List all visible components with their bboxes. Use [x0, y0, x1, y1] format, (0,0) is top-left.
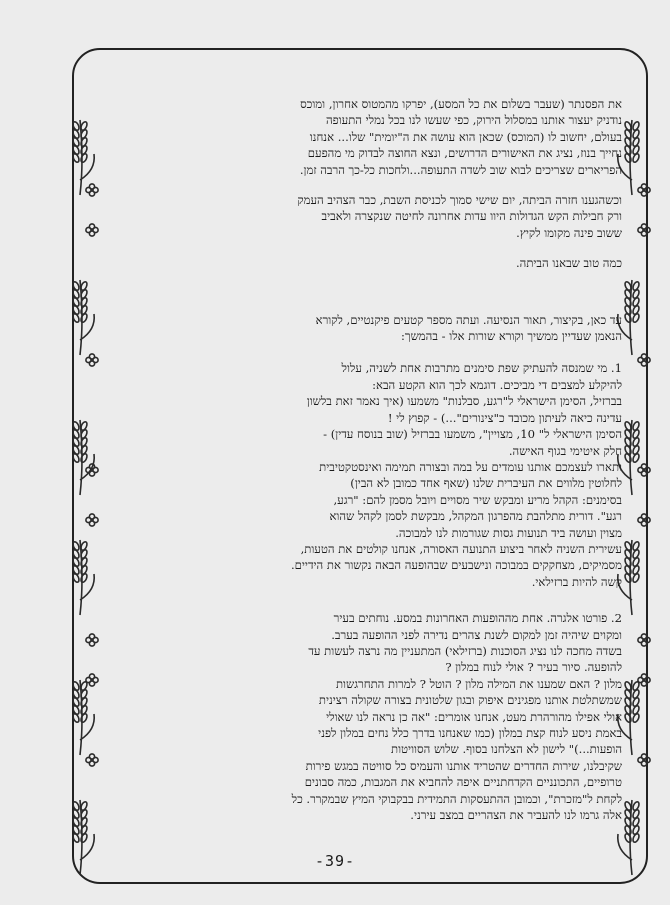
wheat-grain-icon [80, 313, 88, 323]
flower-icon [641, 634, 646, 639]
wheat-grain-icon [632, 833, 640, 843]
wheat-grain-icon [632, 313, 640, 323]
wheat-grain-icon [624, 833, 632, 843]
wheat-grain-icon [632, 453, 640, 463]
wheat-grain-icon [632, 713, 640, 723]
paragraph-3: כמה טוב שבאנו הביתה. [515, 256, 622, 271]
wheat-grain-icon [80, 453, 88, 463]
paragraph-item-2: 2. פורטו אלגרה. אחת מההופעות האחרונות במסע. נוחתים בעיר ומקוים שיהיה זמן למקום לשנת צהרים נדירה לפני ההופעה בערב. בשדה מחכה לנו נציג הסוכנות (ברזילאי) המתעניין מה נרצה לעשות עד להופעה. סיור בעיר ? אולי לנוח במלון ? מלון ? האם שמענו את המילה מלון ? הוטל ? למרות התחרגשות שמשתלטת אותנו מפגינים איפוק ובגון שלטונית בצורה שקולה רצינית אולי אפילו מהורהרת מעט, אנחנו אומרים: "אה כן נראה לנו שאולי באמת ניסע לנוח קצת במלון (כמו שאנחנו בדרך כלל נחים במלון לפני הופעות...)" לישון לא הצלחנו בסוף. שלוש הסוויטות שקיבלנו, שירות החדרים שהטריד אותנו והעמיס כל סוויטה במגש פירות טרופיים, התכונניים הקדחתניים איפה להחביא את המגבות, כמה סבונים לקחת ל"מזכרת", וכמובן ההתעסקות התמידית בבקבוקי המיץ שבמקרר. כל אלה גרמו לנו להעביר את הצהריים במצב עירני. [291, 611, 622, 823]
wheat-grain-icon [72, 153, 80, 163]
flower-icon [641, 184, 646, 189]
wheat-grain-icon [632, 153, 640, 163]
flower-icon [641, 514, 646, 519]
flower-icon [641, 674, 646, 679]
wheat-grain-icon [632, 573, 640, 583]
paragraph-item-1: 1. מי שמנסה להעתיק שפת סימנים מתרבות אחת לשניה, עלול להיקלע למצבים די מביכים. דוגמא לכך הוא הקטע הבא: בברזיל, הסימן הישראלי ל"רגע, סבלנות" משמעו (איך נאמר זאת בלשון עדינה כיאה לעיתון מכובד כ"צינורים"...) - קפוץ לי ! הסימן הישראלי ל" 10, מצויין", משמעו בברזיל (שוב בנוסח עדין) - חלק איטימי בגוף האישה. ותארו לעצמכם אותנו עומדים על במה ובצורה תמימה ואינסטקטיבית לחלוטין מלווים את העיברית שלנו (שאף אחד כמובן לא הבין) בסימנים: הקהל מריע ומבקש שיר מסויים ויובל מסמן להם: "רגע, רגע". דורית מתלהבת מהפרגון המקהל, מבקשת לסמן לקהל שהוא מצוין ועושה ביד תנועות גסות שגורמות לנו למבוכה. עשירית השניה לאחר ביצוע התנועה האסורה, אנחנו קולטים את הטעות, מסמיקים, מצחקקים במבוכה ונישבעים שבהופעה הבאה נקשור את הידיים. קשה להיות ברזילאי. [290, 361, 622, 589]
wheat-grain-icon [72, 313, 80, 323]
page-number: -39- [314, 852, 356, 870]
wheat-grain-icon [624, 153, 632, 163]
wheat-grain-icon [72, 573, 80, 583]
flower-icon [89, 224, 94, 229]
wheat-grain-icon [624, 573, 632, 583]
wheat-grain-icon [624, 713, 632, 723]
flower-icon [641, 354, 646, 359]
flower-icon [641, 224, 646, 229]
document-body [96, 96, 622, 866]
flower-icon [89, 674, 94, 679]
paragraph-1: את הפסנתר (שעבר בשלום את כל המסע), יפרקו מהמטוס אחרון, ומוכס נודניק יעצור אותנו במסלול הירוק, כפי שעשו לנו בכל נמלי התעופה בעולם, יחשוב לו (המוכס) שכאן הוא עושה את ה"יומית" שלו... אנחנו נחייך בנוז, נציג את האישורים הדרושים, ונצא החוצה לבדוק מי מהפעם הפריארים שצריכים לבוא שוב לשדה התעופה...ולחכות כל-כך הרבה זמן. [299, 97, 622, 177]
wheat-grain-icon [624, 313, 632, 323]
paragraph-2: וכשהגענו חזרה הביתה, יום שישי סמוך לכניסת השבת, כבר הצהיב העמק ורק חבילות הקש הגדולות היוו עדות אחרונה לחיטה שנקצרה ולאביב ששוב פינה מקומו לקיץ. [297, 193, 622, 240]
wheat-grain-icon [80, 153, 88, 163]
paragraph-4: עד כאן, בקיצור, תאור הנסיעה. ועתה מספר קטעים פיקנטיים, לקורא הנאמן שעדיין ממשיך וקורא שורות אלו - בהמשך: [315, 312, 622, 344]
flower-icon [89, 634, 94, 639]
flower-icon [89, 754, 94, 759]
wheat-grain-icon [80, 713, 88, 723]
wheat-grain-icon [80, 833, 88, 843]
flower-icon [641, 464, 646, 469]
wheat-grain-icon [624, 453, 632, 463]
wheat-grain-icon [72, 453, 80, 463]
flower-icon [89, 184, 94, 189]
flower-icon [89, 514, 94, 519]
flower-icon [641, 754, 646, 759]
wheat-grain-icon [80, 573, 88, 583]
wheat-grain-icon [72, 713, 80, 723]
flower-icon [89, 354, 94, 359]
wheat-grain-icon [72, 833, 80, 843]
